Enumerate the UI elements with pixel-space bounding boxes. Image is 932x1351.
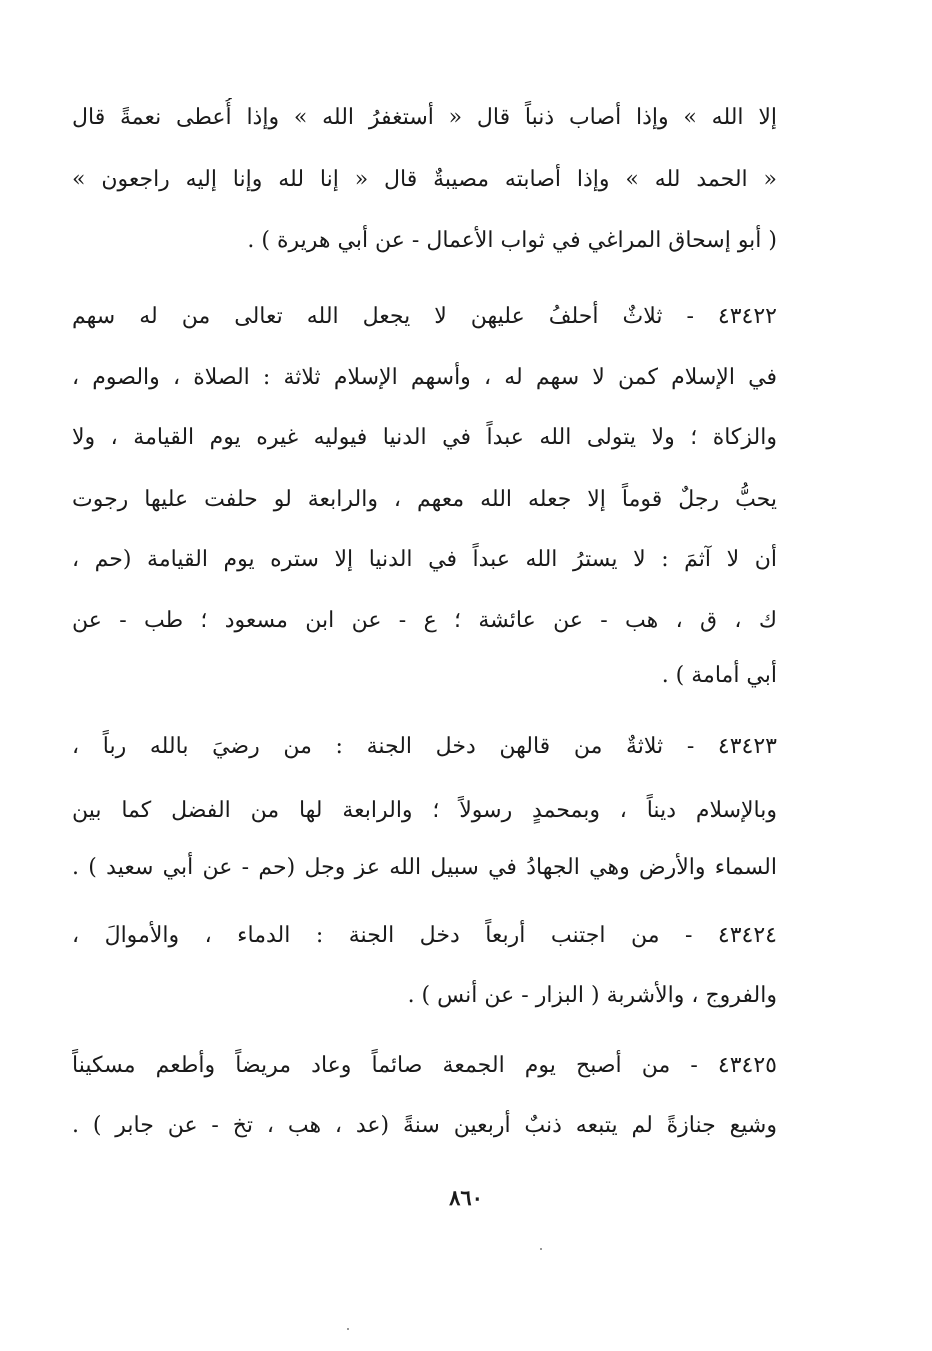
continuation-line-2: « الحمد لله » وإذا أصابته مصيبةٌ قال « إنا لله وإنا إليه راجعون » [72,167,777,192]
scan-speck [347,1328,349,1330]
hadith-43422-line-4: يحبُّ رجلٌ قوماً إلا جعله الله معهم ، والرابعة لو حلفت عليها رجوت [72,487,777,512]
hadith-43422-line-3: والزكاة ؛ ولا يتولى الله عبداً في الدنيا فيوليه غيره يوم القيامة ، ولا [72,425,777,450]
hadith-43424-line-2: والفروج ، والأشربة ( البزار - عن أنس ) . [407,983,777,1008]
hadith-43425-line-2: وشيع جنازةً لم يتبعه ذنبٌ أربعين سنةً (عد ، هب ، تخ - عن جابر ) . [72,1113,777,1138]
hadith-43425-line-1: ٤٣٤٢٥ - من أصبح يوم الجمعة صائماً وعاد مريضاً وأطعم مسكيناً [72,1053,777,1078]
continuation-line-1: إلا الله » وإذا أصاب ذنباً قال « أستغفرُ الله » وإذا أُعطى نعمةً قال [72,105,777,130]
hadith-43423-line-1: ٤٣٤٢٣ - ثلاثةٌ من قالهن دخل الجنة : من رضيَ بالله رباً ، [72,734,777,759]
hadith-43423-line-2: وبالإسلام ديناً ، وبمحمدٍ رسولاً ؛ والرابعة لها من الفضل كما بين [72,798,777,823]
scan-speck [540,1248,542,1250]
hadith-43422-line-5: أن لا آثمَ : لا يسترُ الله عبداً في الدنيا إلا ستره يوم القيامة (حم ، [72,547,777,572]
hadith-43422-line-1: ٤٣٤٢٢ - ثلاثٌ أحلفُ عليهن لا يجعل الله تعالى من له سهم [72,304,777,329]
hadith-43422-line-7: أبي أمامة ) . [661,663,777,688]
page-number: ٨٦٠ [449,1185,483,1210]
hadith-43424-line-1: ٤٣٤٢٤ - من اجتنب أربعاً دخل الجنة : الدماء ، والأموالَ ، [72,923,777,948]
hadith-43422-line-2: في الإسلام كمن لا سهم له ، وأسهم الإسلام ثلاثة : الصلاة ، والصوم ، [72,365,777,390]
hadith-43422-line-6: ك ، ق ، هب - عن عائشة ؛ ع - عن ابن مسعود ؛ طب - عن [72,608,777,633]
hadith-43423-line-3: السماء والأرض وهي الجهادُ في سبيل الله عز وجل (حم - عن أبي سعيد ) . [72,855,777,880]
continuation-line-3: ( أبو إسحاق المراغي في ثواب الأعمال - عن أبي هريرة ) . [247,228,777,253]
